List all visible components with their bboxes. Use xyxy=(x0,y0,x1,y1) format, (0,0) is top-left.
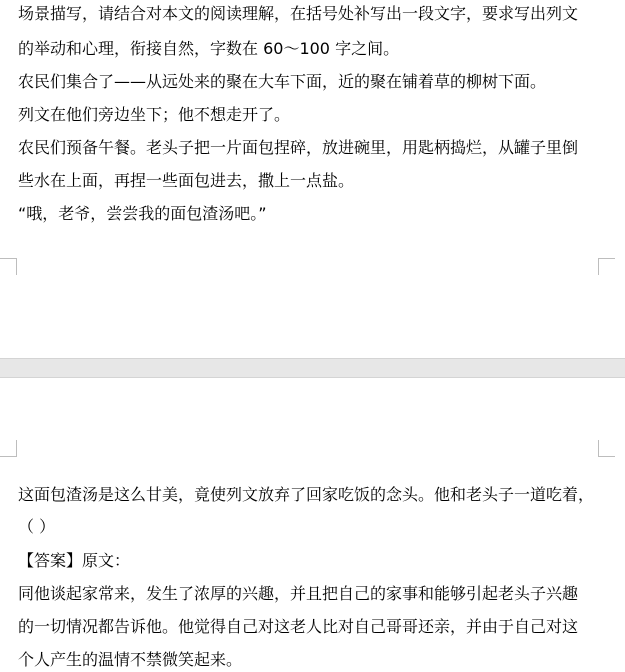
answer-heading: 【答案】原文： xyxy=(18,551,131,570)
document-page-2 xyxy=(0,378,625,672)
text-line: 些水在上面，再捏一些面包进去，撒上一点盐。 xyxy=(18,171,355,190)
text-line: 场景描写，请结合对本文的阅读理解，在括号处补写出一段文字，要求写出列文 xyxy=(18,4,579,23)
text-line: 同他谈起家常来，发生了浓厚的兴趣，并且把自己的家事和能够引起老头子兴趣 xyxy=(18,584,579,603)
text-line: “哦，老爷，尝尝我的面包渣汤吧。” xyxy=(18,204,267,223)
page-margin-corner-bottom-right xyxy=(598,258,615,275)
page-margin-corner-top-left xyxy=(0,440,17,457)
text-line: 农民们预备午餐。老头子把一片面包捏碎，放进碗里，用匙柄捣烂，从罐子里倒 xyxy=(18,138,579,157)
text-line: 农民们集合了——从远处来的聚在大车下面，近的聚在铺着草的柳树下面。 xyxy=(18,72,547,91)
text-line: 个人产生的温情不禁微笑起来。 xyxy=(18,650,243,669)
page-break-gap xyxy=(0,358,625,378)
page-margin-corner-top-right xyxy=(598,440,615,457)
text-line: 的一切情况都告诉他。他觉得自己对这老人比对自己哥哥还亲，并由于自己对这 xyxy=(18,617,579,636)
text-line: 的举动和心理，衔接自然，字数在 60～100 字之间。 xyxy=(18,39,400,58)
text-line: 列文在他们旁边坐下；他不想走开了。 xyxy=(18,105,291,124)
answer-blank: （ ） xyxy=(18,517,56,536)
text-line: 这面包渣汤是这么甘美，竟使列文放弃了回家吃饭的念头。他和老头子一道吃着， xyxy=(18,485,595,504)
page-margin-corner-bottom-left xyxy=(0,258,17,275)
